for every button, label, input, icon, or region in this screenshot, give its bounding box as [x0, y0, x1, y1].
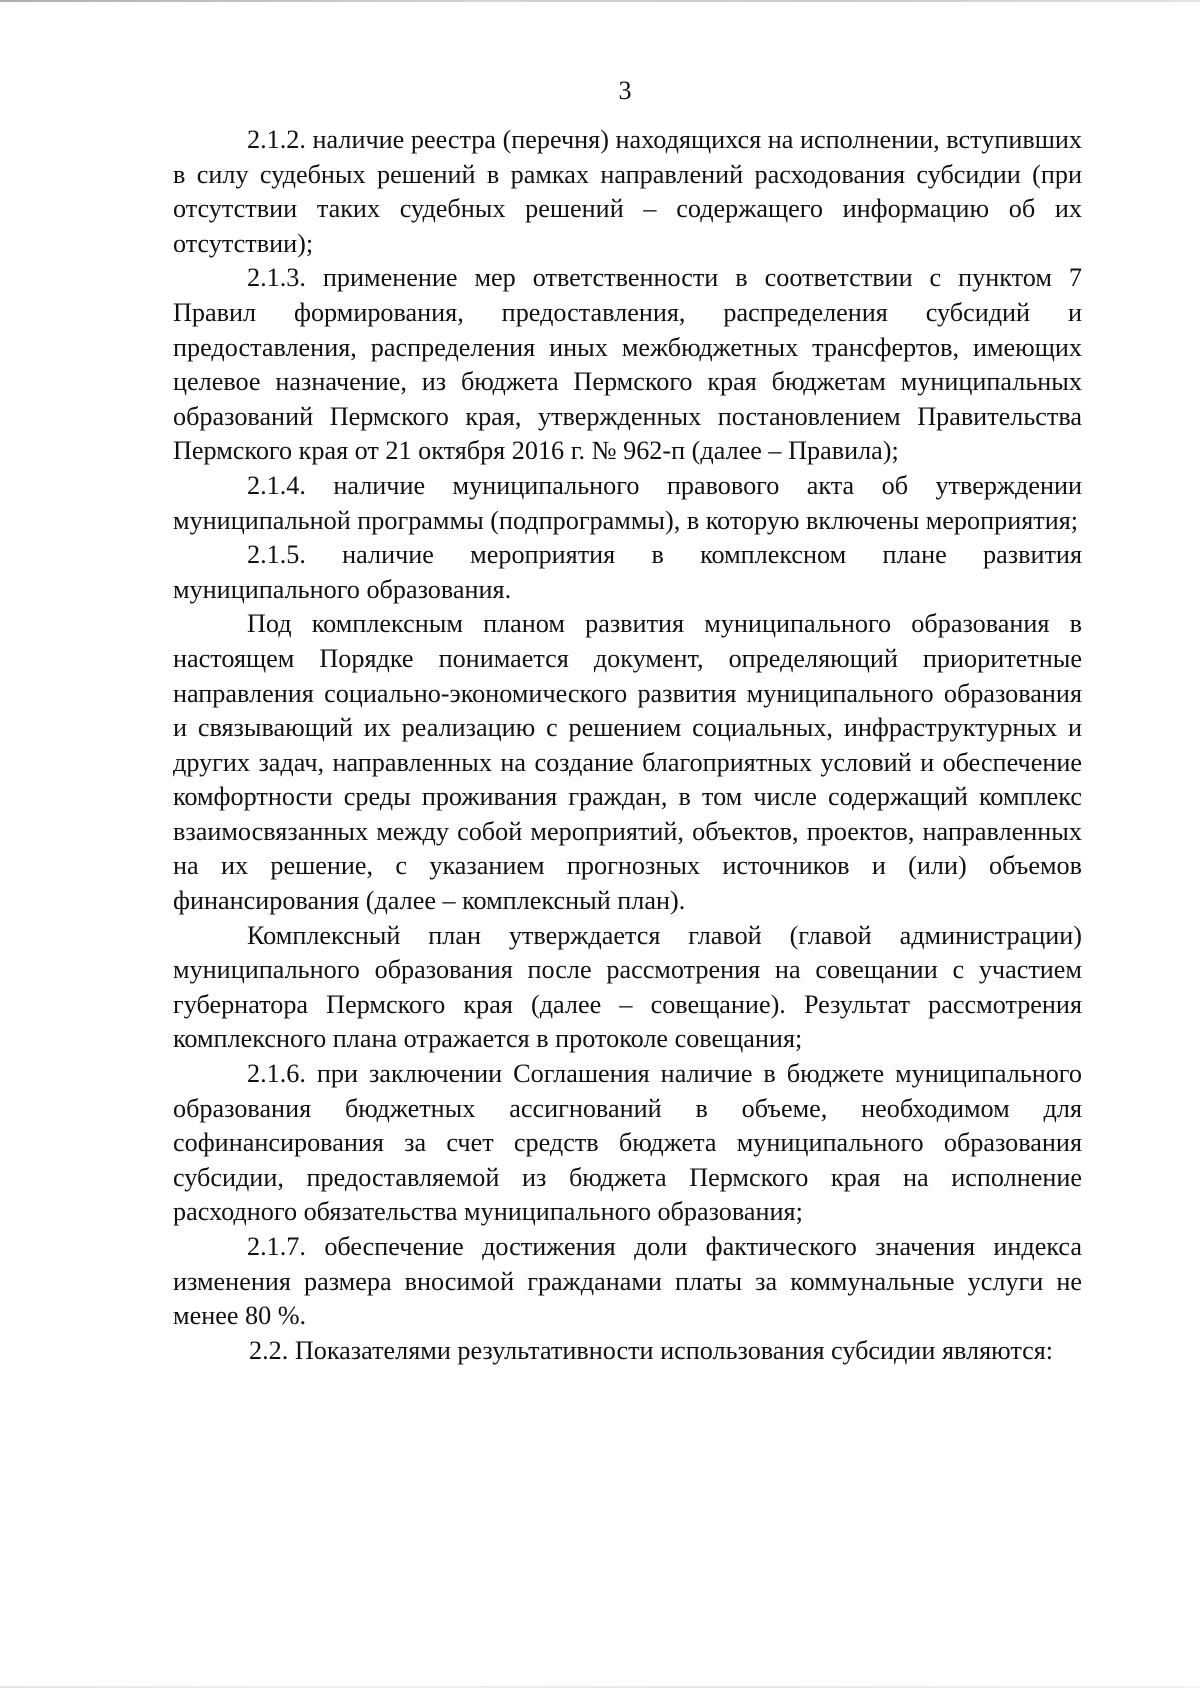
- paragraph-2-1-7: 2.1.7. обеспечение достижения доли фактического значения индекса изменения размера вносимой гражданами платы за коммунальные услуги не менее 80 %.: [173, 1232, 1082, 1331]
- paragraph-2-2: 2.2. Показателями результативности использования субсидии являются:: [249, 1335, 1054, 1365]
- paragraph-2-1-2: 2.1.2. наличие реестра (перечня) находящихся на исполнении, вступивших в силу судебных решений в рамках направлений расходования субсидии (при отсутствии таких судебных решений – содержащего информацию об их отсутствии);: [173, 125, 1082, 258]
- paragraph-2-1-6: 2.1.6. при заключении Соглашения наличие в бюджете муниципального образования бюджетных ассигнований в объеме, необходимом для софинансирования за счет средств бюджета муниципального образования субсидии, предоставляемой из бюджета Пермского края на исполнение расходного обязательства муниципального образования;: [173, 1059, 1082, 1227]
- page-number: 3: [618, 76, 632, 105]
- scan-edge-bottom: [0, 1686, 1200, 1688]
- paragraph-2-1-4: 2.1.4. наличие муниципального правового акта об утверждении муниципальной программы (подпрограммы), в которую включены мероприятия;: [173, 470, 1082, 535]
- paragraph-complex-plan-approval: Комплексный план утверждается главой (главой администрации) муниципального образования после рассмотрения на совещании с участием губернатора Пермского края (далее – совещание). Результат рассмотрения комплексного плана отражается в протоколе совещания;: [173, 920, 1082, 1054]
- paragraph-2-1-5: 2.1.5. наличие мероприятия в комплексном плане развития муниципального образования.: [173, 540, 1082, 604]
- document-body: [173, 123, 1082, 1368]
- paragraph-complex-plan-definition: Под комплексным планом развития муниципального образования в настоящем Порядке понимается документ, определяющий приоритетные направления социально-экономического развития муниципального образования и связывающий их реализацию с решением социальных, инфраструктурных и других задач, направленных на создание благоприятных условий и обеспечение комфортности среды проживания граждан, в том числе содержащий комплекс взаимосвязанных между собой мероприятий, объектов, проектов, направленных на их решение, с указанием прогнозных источников и (или) объемов финансирования (далее – комплексный план).: [173, 609, 1082, 916]
- paragraph-2-1-3: 2.1.3. применение мер ответственности в соответствии с пунктом 7 Правил формирования, предоставления, распределения субсидий и предоставления, распределения иных межбюджетных трансфертов, имеющих целевое назначение, из бюджета Пермского края бюджетам муниципальных образований Пермского края, утвержденных постановлением Правительства Пермского края от 21 октября 2016 г. № 962-п (далее – Правила);: [173, 263, 1082, 466]
- scan-edge-top: [0, 0, 1200, 2]
